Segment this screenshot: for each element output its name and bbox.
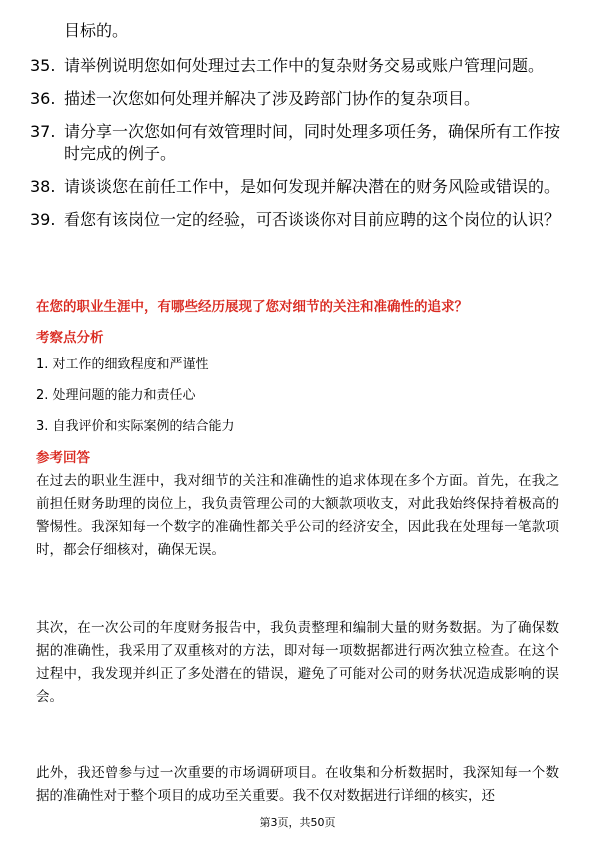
question-number: 35. (30, 56, 56, 75)
list-item (30, 176, 570, 198)
question-list (30, 55, 570, 242)
question-number: 37. (30, 122, 56, 141)
answer-heading: 参考回答 (36, 450, 90, 466)
question-text: 看您有该岗位一定的经验，可否谈谈你对目前应聘的这个岗位的认识？ (64, 210, 561, 229)
answer-paragraph: 在过去的职业生涯中，我对细节的关注和准确性的追求体现在多个方面。首先，在我之前担任财务助理的岗位上，我负责管理公司的大额款项收支，对此我始终保持着极高的警惕性。我深知每一个数字的准确性都关乎公司的经济安全，因此我在处理每一笔款项时，都会仔细核对，确保无误。 (36, 473, 559, 558)
list-item: 1. 对工作的细致程度和严谨性 (36, 357, 209, 372)
analysis-list (36, 355, 556, 448)
question-text: 请举例说明您如何处理过去工作中的复杂财务交易或账户管理问题。 (64, 56, 545, 75)
list-item (30, 121, 570, 165)
list-item (30, 55, 570, 77)
question-number: 38. (30, 177, 56, 196)
list-item: 3. 自我评价和实际案例的结合能力 (36, 419, 235, 434)
question-text: 请谈谈您在前任工作中，是如何发现并解决潜在的财务风险或错误的。 (64, 177, 561, 196)
list-item (30, 88, 570, 110)
question-number: 36. (30, 89, 56, 108)
analysis-heading: 考察点分析 (36, 330, 104, 346)
section-question-heading: 在您的职业生涯中，有哪些经历展现了您对细节的关注和准确性的追求？ (36, 299, 468, 315)
question-text: 请分享一次您如何有效管理时间，同时处理多项任务，确保所有工作按时完成的例子。 (64, 122, 561, 163)
list-item: 2. 处理问题的能力和责任心 (36, 388, 196, 403)
answer-paragraph: 此外，我还曾参与过一次重要的市场调研项目。在收集和分析数据时，我深知每一个数据的准确性对于整个项目的成功至关重要。我不仅对数据进行详细的核实，还 (36, 765, 559, 804)
question-number: 39. (30, 210, 56, 229)
list-item (30, 209, 570, 231)
page-footer: 第3页，共50页 (259, 816, 336, 829)
answer-paragraph: 其次，在一次公司的年度财务报告中，我负责整理和编制大量的财务数据。为了确保数据的准确性，我采用了双重核对的方法，即对每一项数据都进行两次独立检查。在这个过程中，我发现并纠正了多处潜在的错误，避免了可能对公司的财务状况造成影响的误会。 (36, 620, 559, 705)
continuation-text: 目标的。 (64, 21, 129, 40)
question-text: 描述一次您如何处理并解决了涉及跨部门协作的复杂项目。 (64, 89, 481, 108)
